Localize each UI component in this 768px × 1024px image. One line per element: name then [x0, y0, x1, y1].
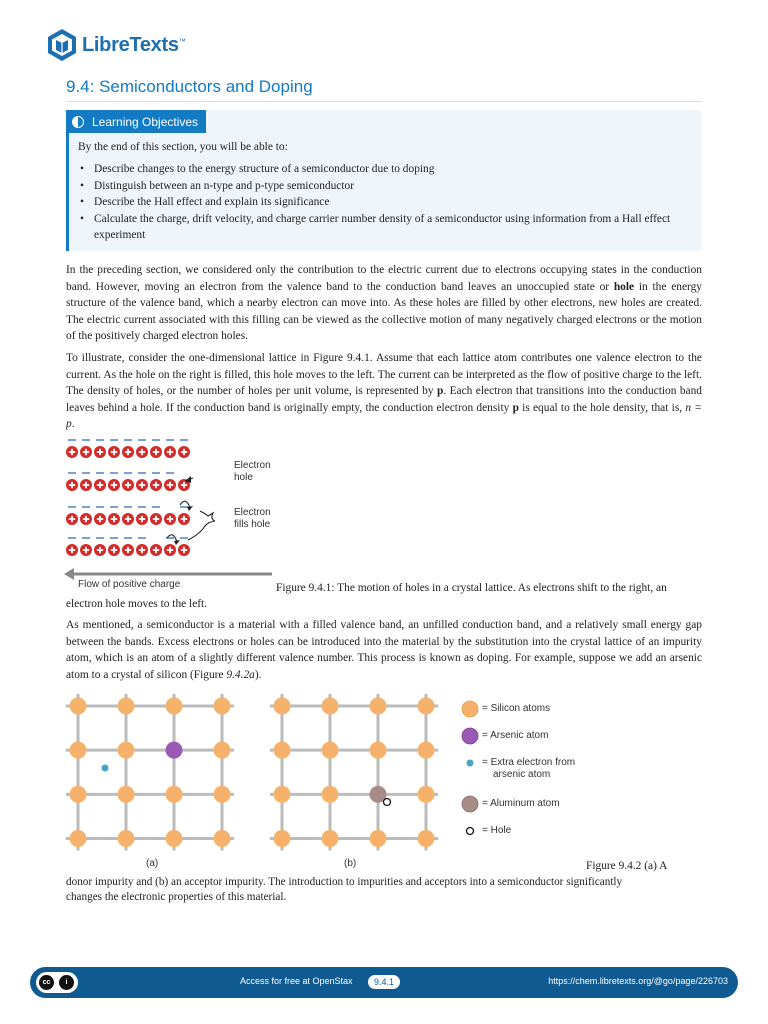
- silicon-atom: [214, 698, 231, 715]
- figure-1-caption-cont: electron hole moves to the left.: [66, 598, 208, 610]
- silicon-atom: [370, 830, 387, 847]
- silicon-atom: [322, 742, 339, 759]
- libretexts-logo-icon: [46, 28, 78, 62]
- list-item: • Calculate the charge, drift velocity, and charge carrier number density of a semiconductor using information from a Hall effect experiment: [78, 211, 678, 244]
- cc-license-badge[interactable]: [36, 972, 78, 993]
- left-arrow-icon: [64, 568, 74, 580]
- silicon-atom: [370, 698, 387, 715]
- learning-objectives-list: [78, 161, 678, 244]
- silicon-atom: [118, 698, 135, 715]
- silicon-atom: [274, 742, 291, 759]
- hole-symbol: [467, 828, 474, 835]
- footer-bar: [30, 967, 738, 998]
- extra-electron: [102, 765, 109, 772]
- paragraph-lattice-illustration: To illustrate, consider the one-dimensional lattice in Figure 9.4.1. Assume that each lattice atom contributes one valence electron to the current. As the hole on the right is filled, this hole moves to the left. The current can be interpreted as the flow of positive charge to the left. The density of holes, or the number of holes per unit volume, is represented by p. Each electron that transitions into the conduction band leaves behind a hole. If the conduction band is originally empty, the conduction electron density p is equal to the hole density, that is, n = p.: [66, 352, 702, 431]
- figure-1-caption: Figure 9.4.1: The motion of holes in a crystal lattice. As electrons shift to the right, an: [276, 582, 667, 594]
- silicon-atom: [70, 698, 87, 715]
- learning-objectives-intro: By the end of this section, you will be able to:: [78, 141, 288, 153]
- paragraph-holes-intro: In the preceding section, we considered only the contribution to the electric current due to electrons occupying states in the conduction band. However, moving an electron from the valence band to the conduction band leaves an unoccupied state or hole in the energy structure of the valence band, which a nearby electron can move into. As these holes are filled by other electrons, new holes are created. The electric current associated with this filling can be viewed as the collective motion of many negatively charged electrons or the motion of the positively charged electron holes.: [66, 264, 702, 343]
- silicon-atom: [166, 698, 183, 715]
- silicon-atom: [166, 830, 183, 847]
- legend-extra-electron: = Extra electron from arsenic atom: [482, 757, 576, 780]
- equation-n-equals-p: n = p: [66, 401, 702, 431]
- silicon-atom: [274, 786, 291, 803]
- paragraph-doping: As mentioned, a semiconductor is a material with a filled valence band, an unfilled conduction band, and a relatively small energy gap between the bands. Excess electrons or holes can be introduced into the material by the substitution into the crystal lattice of an impurity atom, which is an atom of a slightly different valence number. This process is known as doping. For example, suppose we add an arsenic atom to a crystal of silicon (Figure 9.4.2a).: [66, 619, 702, 681]
- legend-hole: = Hole: [482, 825, 512, 836]
- silicon-atom: [166, 786, 183, 803]
- legend-arsenic: = Arsenic atom: [482, 730, 549, 741]
- attribution-icon: i: [59, 975, 74, 990]
- silicon-atom: [322, 830, 339, 847]
- silicon-atom-symbol: [462, 701, 478, 717]
- legend-silicon: = Silicon atoms: [482, 703, 551, 714]
- panel-label-b: (b): [344, 858, 357, 869]
- silicon-atom: [418, 742, 435, 759]
- silicon-atom: [214, 830, 231, 847]
- figure-2-caption: Figure 9.4.2 (a) A: [586, 860, 668, 872]
- silicon-atom: [274, 698, 291, 715]
- silicon-atom: [322, 786, 339, 803]
- silicon-atom: [118, 830, 135, 847]
- silicon-atom: [118, 786, 135, 803]
- silicon-atom: [418, 698, 435, 715]
- silicon-atom: [370, 742, 387, 759]
- learning-objectives-title: Learning Objectives: [92, 114, 199, 129]
- arsenic-atom-symbol: [462, 728, 478, 744]
- logo-text: LibreTexts™: [82, 33, 186, 56]
- figure-2-caption-cont2: changes the electronic properties of this material.: [66, 891, 287, 903]
- silicon-atom: [418, 786, 435, 803]
- label-electron-hole: Electron hole: [234, 460, 271, 483]
- objectives-icon: [72, 116, 84, 128]
- silicon-atom: [274, 830, 291, 847]
- list-item: • Describe the Hall effect and explain its significance: [78, 194, 678, 211]
- silicon-atom: [214, 786, 231, 803]
- legend-aluminum: = Aluminum atom: [482, 798, 560, 809]
- openstax-access-text[interactable]: Access for free at OpenStax: [240, 976, 353, 986]
- libretexts-logo[interactable]: [46, 28, 185, 62]
- hole: [384, 799, 391, 806]
- page-number-badge: 9.4.1: [368, 975, 400, 989]
- page-url[interactable]: https://chem.libretexts.org/@go/page/226703: [548, 976, 728, 986]
- cc-icon: cc: [39, 975, 54, 990]
- silicon-atom: [118, 742, 135, 759]
- figure-2-caption-cont: donor impurity and (b) an acceptor impurity. The introduction to impurities and acceptors into a semiconductor significantly: [66, 876, 623, 888]
- extra-electron-symbol: [467, 760, 474, 767]
- aluminum-atom-symbol: [462, 796, 478, 812]
- figure-doping-lattices: [60, 692, 440, 852]
- label-electron-fills-hole: Electron fills hole: [234, 507, 271, 530]
- silicon-atom: [418, 830, 435, 847]
- list-item: • Describe changes to the energy structure of a semiconductor due to doping: [78, 161, 678, 178]
- silicon-atom: [322, 698, 339, 715]
- page-title: 9.4: Semiconductors and Doping: [66, 77, 702, 102]
- learning-objectives-header: [66, 110, 206, 133]
- silicon-atom: [70, 786, 87, 803]
- figure-link-9-4-2a[interactable]: 9.4.2a: [226, 668, 255, 681]
- silicon-atom: [70, 830, 87, 847]
- figure-link-9-4-1[interactable]: 9.4.1: [347, 352, 370, 364]
- arsenic-atom: [166, 742, 183, 759]
- silicon-atom: [70, 742, 87, 759]
- silicon-atom: [214, 742, 231, 759]
- panel-label-a: (a): [146, 858, 159, 869]
- label-flow-positive-charge: Flow of positive charge: [78, 579, 181, 590]
- list-item: • Distinguish between an n-type and p-type semiconductor: [78, 178, 678, 195]
